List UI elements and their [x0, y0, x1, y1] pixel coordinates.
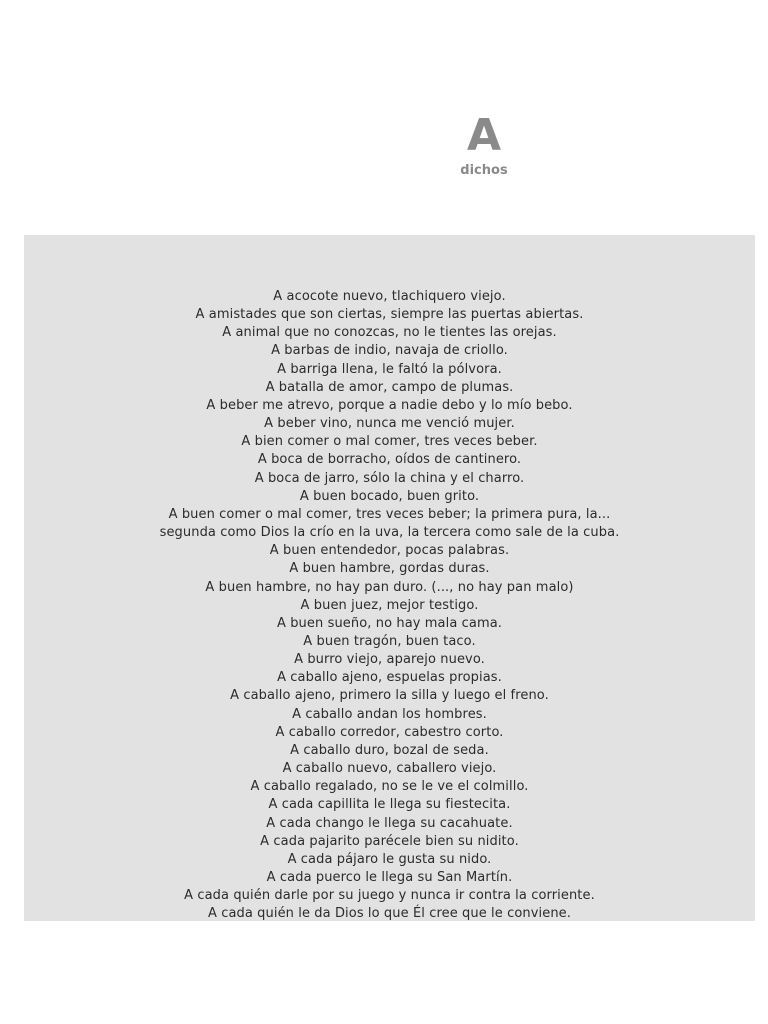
saying-line: A beber me atrevo, porque a nadie debo y lo mío bebo. [206, 397, 573, 413]
saying-line: A caballo andan los hombres. [292, 706, 487, 722]
section-subtitle: dichos [460, 163, 508, 178]
saying-line: A animal que no conozcas, no le tientes las orejas. [222, 325, 557, 341]
section-letter: A [466, 110, 502, 161]
saying-line: A cada quién le da Dios lo que Él cree que le conviene. [207, 906, 572, 922]
saying-line: segunda como Dios la crío en la uva, la tercera como sale de la cuba. [159, 525, 620, 541]
saying-line: A buen hambre, no hay pan duro. (..., no hay pan malo) [205, 579, 574, 595]
saying-line: A bien comer o mal comer, tres veces beber. [241, 434, 538, 450]
saying-line: A burro viejo, aparejo nuevo. [294, 652, 485, 668]
saying-line: A caballo duro, bozal de seda. [290, 742, 489, 758]
saying-line: A cada pajarito parécele bien su nidito. [260, 833, 519, 849]
saying-line: A buen hambre, gordas duras. [289, 561, 490, 577]
saying-line: A caballo nuevo, caballero viejo. [282, 761, 497, 777]
saying-line: A beber vino, nunca me venció mujer. [264, 416, 515, 432]
saying-line: A boca de jarro, sólo la china y el charro. [254, 470, 525, 486]
saying-line: A buen tragón, buen taco. [303, 633, 476, 649]
saying-line: A batalla de amor, campo de plumas. [265, 379, 514, 395]
section-header [452, 112, 516, 180]
saying-line: A cada capillita le llega su fiestecita. [268, 797, 511, 813]
saying-line: A buen bocado, buen grito. [299, 488, 480, 504]
saying-line: A barriga llena, le faltó la pólvora. [277, 361, 502, 377]
saying-line: A cada puerco le llega su San Martín. [266, 870, 513, 885]
sayings-list [24, 288, 755, 923]
saying-line: A caballo ajeno, primero la silla y luego el freno. [230, 688, 549, 704]
saying-line: A acocote nuevo, tlachiquero viejo. [273, 289, 506, 304]
saying-line: A caballo corredor, cabestro corto. [275, 724, 504, 740]
saying-line: A cada chango le llega su cacahuate. [266, 815, 513, 831]
sayings-panel [24, 235, 755, 921]
saying-line: A caballo regalado, no se le ve el colmillo. [250, 779, 529, 795]
saying-line: A boca de borracho, oídos de cantinero. [257, 452, 522, 468]
saying-line: A amistades que son ciertas, siempre las puertas abiertas. [195, 307, 584, 323]
saying-line: A barbas de indio, navaja de criollo. [271, 343, 508, 359]
saying-line: A buen comer o mal comer, tres veces beber; la primera pura, la... [168, 506, 611, 522]
saying-line: A buen juez, mejor testigo. [300, 597, 479, 613]
saying-line: A caballo ajeno, espuelas propias. [277, 670, 502, 686]
saying-line: A buen sueño, no hay mala cama. [276, 615, 503, 631]
saying-line: A buen entendedor, pocas palabras. [269, 543, 510, 559]
saying-line: A cada quién darle por su juego y nunca ir contra la corriente. [184, 888, 595, 904]
saying-line: A cada pájaro le gusta su nido. [287, 851, 492, 867]
